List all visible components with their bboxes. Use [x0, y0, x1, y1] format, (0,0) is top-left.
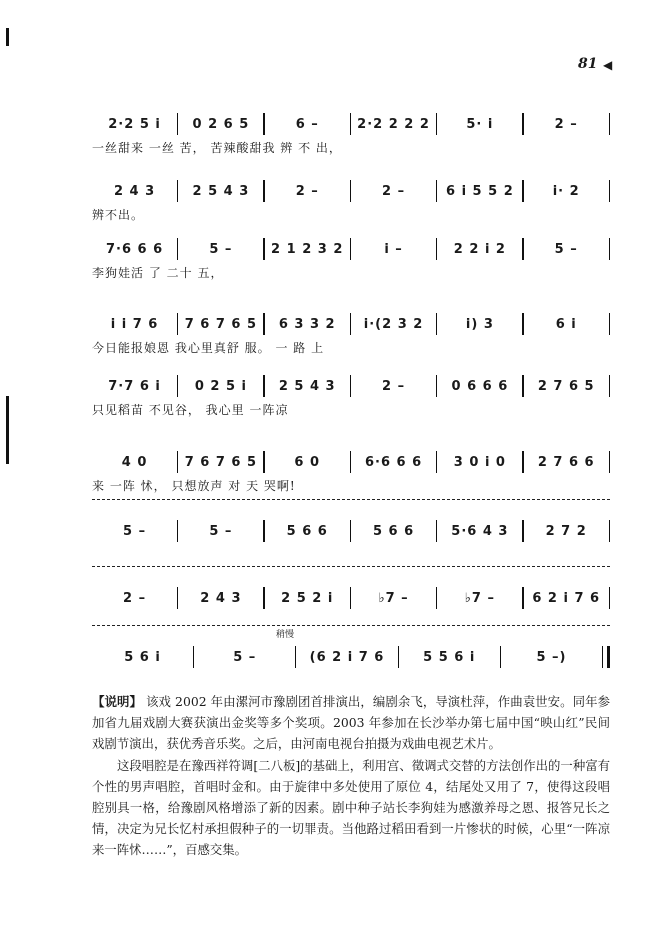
measure: 5 6 6 — [372, 523, 415, 539]
page-arrow-icon: ◀ — [603, 58, 613, 72]
measure: 5 6 i — [124, 649, 161, 665]
measure: 5 5 6 i — [423, 649, 476, 665]
measure: 7·7 6 i — [108, 378, 161, 394]
measure: 2 7 2 — [545, 523, 587, 539]
measure: ♭7 – — [378, 590, 409, 606]
measure: 2 4 3 — [200, 590, 242, 606]
measure: 5 – — [554, 241, 578, 257]
measure: 5 – — [233, 649, 257, 665]
explanation-text-2: 这段唱腔是在豫西祥符调[二八板]的基础上，利用宫、徵调式交替的方法创作出的一种富有个性的男声唱腔，首唱时金和。由于旋律中多处使用了原位 4，结尾处又用了 7，使得这段唱腔别具一格，给豫剧风格增添了新的因素。剧中种子站长李狗娃为感激养母之恩、报答兄长之情，决定为兄长忆村承担假种子的一切罪责。当他路过稻田看到一片惨状的时候，心里“一阵凉来一阵怵……”，百感交集。 — [92, 758, 610, 857]
barline — [609, 451, 610, 473]
measure: ♭7 – — [464, 590, 495, 606]
measure: 2 – — [123, 590, 147, 606]
row-tie-line — [92, 625, 610, 626]
score-row — [92, 587, 610, 637]
measure: i) 3 — [465, 316, 494, 332]
measure: 6 3 3 2 — [278, 316, 336, 332]
measure: 2 – — [382, 378, 406, 394]
score-row — [92, 313, 610, 363]
explanation-label: 【说明】 — [92, 694, 143, 709]
row-tie-line — [92, 499, 610, 500]
barline — [609, 375, 610, 397]
barline — [609, 587, 610, 609]
measure: 2 – — [554, 116, 578, 132]
page-number: 81 — [578, 56, 598, 72]
binding-mark-top — [6, 28, 9, 46]
barline — [609, 113, 610, 135]
measure: 6 0 — [294, 454, 321, 470]
measure: 5·6 4 3 — [451, 523, 509, 539]
measure: 6 i — [555, 316, 577, 332]
measure: 2 7 6 5 — [537, 378, 595, 394]
measure: 2 4 3 — [113, 183, 156, 199]
score-notes — [92, 113, 610, 135]
measure: 7 6 7 6 5 — [184, 454, 258, 470]
barline — [609, 238, 610, 260]
measure: 2·2 5 i — [108, 116, 161, 132]
measure: 6·6 6 6 — [364, 454, 423, 470]
score-notes — [92, 375, 610, 397]
measure: 3 0 i 0 — [453, 454, 506, 470]
measure: 2 – — [295, 183, 319, 199]
measure: 0 2 6 5 — [192, 116, 250, 132]
measure: i i 7 6 — [110, 316, 159, 332]
measure: 6 – — [295, 116, 319, 132]
measure: i·(2 3 2 — [363, 316, 424, 332]
lyrics-line: 今日能报娘恩 我心里真舒 服。 一 路 上 — [92, 341, 325, 355]
measure: 2 5 2 i — [281, 590, 334, 606]
measure: 5· i — [466, 116, 494, 132]
measure: 6 i 5 5 2 — [446, 183, 514, 199]
measure: 2 2 i 2 — [453, 241, 506, 257]
measure: 2 – — [382, 183, 406, 199]
score-notes — [92, 587, 610, 609]
score-notes — [92, 238, 610, 260]
measure: 0 2 5 i — [194, 378, 247, 394]
measure: 4 0 — [121, 454, 148, 470]
measure: 2 1 2 3 2 — [271, 241, 344, 257]
binding-mark-bottom — [6, 396, 9, 464]
score-row — [92, 646, 610, 696]
measure: 2 5 4 3 — [192, 183, 250, 199]
score-row — [92, 180, 610, 230]
measure: 2 5 4 3 — [278, 378, 336, 394]
explanation-paragraph-1 — [92, 691, 610, 754]
explanation-text-1: 该戏 2002 年由漯河市豫剧团首排演出，编剧余飞，导演杜萍，作曲袁世安。同年参加省九届戏剧大赛获演出金奖等多个奖项。2003 年参加在长沙举办第七届中国“映山红”民间戏剧节演出，获优秀音乐奖。之后，由河南电视台拍摄为戏曲电视艺术片。 — [92, 694, 610, 751]
lyrics-line: 来 一阵 怵， 只想放声 对 天 哭啊! — [92, 479, 296, 493]
barline — [602, 646, 610, 668]
measure: 6 2 i 7 6 — [532, 590, 601, 606]
lyrics-line: 辨不出。 — [92, 208, 145, 222]
measure: i· 2 — [552, 183, 580, 199]
measure: 5 6 6 — [286, 523, 328, 539]
measure: 7 6 7 6 5 — [184, 316, 258, 332]
lyrics-line: 一丝甜来 一丝 苦， 苦辣酸甜我 辨 不 出， — [92, 141, 342, 155]
barline — [609, 313, 610, 335]
measure: i – — [384, 241, 403, 257]
row-tie-line — [92, 566, 610, 567]
measure: (6 2 i 7 6 — [309, 649, 385, 665]
measure: 2·2 2 2 2 — [357, 116, 430, 132]
score-row — [92, 451, 610, 501]
barline — [609, 180, 610, 202]
explanation-paragraph-2 — [92, 755, 610, 860]
score-notes — [92, 451, 610, 473]
measure: 5 –) — [536, 649, 567, 665]
score-notes — [92, 313, 610, 335]
measure: 7·6 6 6 — [105, 241, 164, 257]
score-notes — [92, 646, 610, 668]
score-row — [92, 375, 610, 425]
measure: 2 7 6 6 — [537, 454, 595, 470]
measure: 5 – — [123, 523, 147, 539]
measure: 0 6 6 6 — [451, 378, 509, 394]
score-row — [92, 238, 610, 288]
score-notes — [92, 180, 610, 202]
score-row — [92, 113, 610, 163]
tempo-mark: 稍慢 — [276, 630, 295, 640]
measure: 5 – — [209, 241, 233, 257]
barline — [609, 520, 610, 542]
score-row — [92, 520, 610, 570]
lyrics-line: 李狗娃活 了 二十 五， — [92, 266, 224, 280]
measure: 5 – — [209, 523, 233, 539]
score-notes — [92, 520, 610, 542]
lyrics-line: 只见稻苗 不见谷， 我心里 一阵凉 — [92, 403, 289, 417]
